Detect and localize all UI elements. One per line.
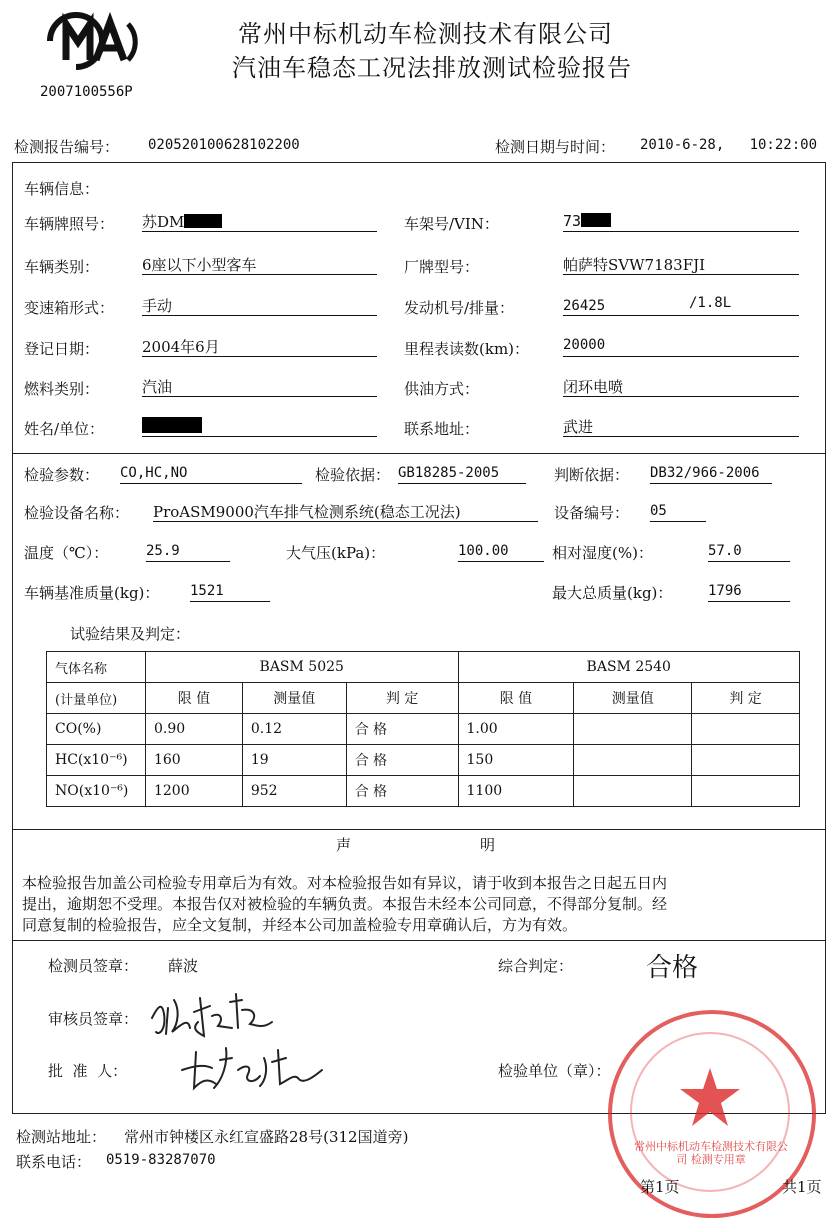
- col-measured: 测量值: [242, 683, 346, 714]
- owner-label: 姓名/单位：: [24, 420, 105, 438]
- basis-label: 检验依据：: [315, 466, 391, 484]
- owner-field: [142, 416, 377, 437]
- company-name: 常州中标机动车检测技术有限公司: [238, 20, 613, 48]
- statement-line-1: 本检验报告加盖公司检验专用章后为有效。对本检验报告如有异议，请于收到本报告之日起五日内: [22, 874, 668, 892]
- phone-number: 0519-83287070: [106, 1152, 216, 1168]
- divider-vehicle: [12, 453, 826, 454]
- datetime-label: 检测日期与时间：: [495, 138, 616, 156]
- statement-line-2: 提出，逾期恕不受理。本报告仅对被检验的车辆负责。本报告未经本公司同意，不得部分复制。经: [22, 895, 668, 913]
- station-address: 常州市钟楼区永红宣盛路28号(312国道旁): [124, 1128, 409, 1146]
- results-title: 试验结果及判定：: [70, 625, 191, 643]
- datetime-value: 2010-6-28, 10:22:00: [640, 137, 818, 153]
- cma-cert-number: 2007100556P: [40, 84, 133, 100]
- odometer-label: 里程表读数(km)：: [404, 340, 530, 358]
- redacted-block: [142, 417, 202, 433]
- registration-value: 2004年6月: [142, 336, 377, 357]
- star-icon: [678, 1066, 742, 1128]
- judge-value: DB32/966-2006: [650, 465, 772, 484]
- verdict-cell: 合 格: [346, 776, 458, 807]
- vin-value: 73: [563, 212, 582, 230]
- plate-field: [142, 211, 377, 232]
- engine-number: 26425: [563, 298, 606, 314]
- statement-title-right: 明: [480, 836, 496, 854]
- brand-label: 厂牌型号：: [404, 258, 480, 276]
- station-address-label: 检测站地址：: [16, 1128, 107, 1146]
- table-header-row: [47, 652, 800, 683]
- statement-title-left: 声: [336, 836, 352, 854]
- vin-field: [563, 211, 799, 232]
- statement-line-3: 同意复制的检验报告，应全文复制，并经本公司加盖检验专用章确认后，方为有效。: [22, 916, 578, 934]
- approver-signature: [176, 1040, 326, 1100]
- registration-label: 登记日期：: [24, 340, 100, 358]
- params-value: CO,HC,NO: [120, 465, 302, 484]
- verdict-cell: [692, 776, 800, 807]
- limit-cell: 150: [458, 745, 574, 776]
- measured-cell: 19: [242, 745, 346, 776]
- plate-value: 苏DM: [142, 213, 185, 231]
- seal-text: 常州中标机动车检测技术有限公司 检测专用章: [634, 1140, 788, 1166]
- brand-value: 帕萨特SVW7183FJI: [563, 254, 799, 275]
- table-row: [47, 745, 800, 776]
- odometer-value: 20000: [563, 337, 799, 357]
- fuel-value: 汽油: [142, 376, 377, 397]
- overall-verdict: 合格: [646, 953, 699, 983]
- engine-field: [563, 295, 799, 316]
- measured-cell: 952: [242, 776, 346, 807]
- col-limit: 限 值: [145, 683, 242, 714]
- group-basm2540: BASM 2540: [458, 652, 799, 683]
- temperature-value: 25.9: [146, 543, 230, 562]
- gas-cell: CO(%): [47, 714, 146, 745]
- engine-label: 发动机号/排量：: [404, 299, 515, 317]
- pressure-label: 大气压(kPa)：: [286, 544, 386, 562]
- mass-value: 1521: [190, 583, 270, 602]
- vehicle-section-label: 车辆信息：: [24, 180, 100, 198]
- gas-header: 气体名称: [47, 652, 146, 683]
- max-mass-label: 最大总质量(kg)：: [552, 584, 673, 602]
- fuel-supply-label: 供油方式：: [404, 380, 480, 398]
- inspector-label: 检测员签章：: [48, 957, 139, 975]
- col-measured: 测量值: [574, 683, 692, 714]
- equipment-no-label: 设备编号：: [554, 504, 630, 522]
- report-title: 汽油车稳态工况法排放测试检验报告: [232, 54, 632, 82]
- address-value: 武进: [563, 416, 799, 437]
- divider-results: [12, 829, 826, 830]
- results-table: [46, 651, 800, 807]
- report-number: 020520100628102200: [148, 137, 300, 153]
- approver-label: 批 准 人：: [48, 1062, 128, 1080]
- unit-stamp-label: 检验单位（章）：: [498, 1062, 611, 1080]
- reviewer-label: 审核员签章：: [48, 1010, 139, 1028]
- page-current: 第1页: [640, 1178, 680, 1196]
- equipment-label: 检验设备名称：: [24, 504, 130, 522]
- gearbox-value: 手动: [142, 295, 377, 316]
- verdict-cell: [692, 714, 800, 745]
- measured-cell: 0.12: [242, 714, 346, 745]
- gearbox-label: 变速箱形式：: [24, 299, 115, 317]
- measured-cell: [574, 714, 692, 745]
- plate-label: 车辆牌照号：: [24, 215, 115, 233]
- pressure-value: 100.00: [458, 543, 544, 562]
- table-row: [47, 714, 800, 745]
- params-label: 检验参数：: [24, 466, 100, 484]
- overall-label: 综合判定：: [498, 957, 574, 975]
- engine-displacement: /1.8L: [689, 295, 732, 311]
- gas-cell: HC(x10⁻⁶): [47, 745, 146, 776]
- col-verdict: 判 定: [346, 683, 458, 714]
- col-limit: 限 值: [458, 683, 574, 714]
- phone-label: 联系电话：: [16, 1153, 92, 1171]
- fuel-label: 燃料类别：: [24, 380, 100, 398]
- inspector-name: 薛波: [168, 957, 199, 975]
- vin-label: 车架号/VIN：: [404, 215, 499, 233]
- equipment-value: ProASM9000汽车排气检测系统(稳态工况法): [153, 501, 538, 522]
- page-total: 共1页: [782, 1178, 822, 1196]
- cma-logo: [44, 10, 144, 72]
- limit-cell: 160: [145, 745, 242, 776]
- temperature-label: 温度（℃）：: [24, 544, 109, 562]
- mass-label: 车辆基准质量(kg)：: [24, 584, 160, 602]
- judge-label: 判断依据：: [554, 466, 630, 484]
- table-subheader-row: [47, 683, 800, 714]
- verdict-cell: 合 格: [346, 745, 458, 776]
- category-value: 6座以下小型客车: [142, 254, 377, 275]
- limit-cell: 1.00: [458, 714, 574, 745]
- basis-value: GB18285-2005: [398, 465, 526, 484]
- measured-cell: [574, 745, 692, 776]
- report-number-label: 检测报告编号：: [14, 138, 120, 156]
- table-row: [47, 776, 800, 807]
- divider-statement: [12, 940, 826, 941]
- measured-cell: [574, 776, 692, 807]
- verdict-cell: [692, 745, 800, 776]
- verdict-cell: 合 格: [346, 714, 458, 745]
- group-basm5025: BASM 5025: [145, 652, 458, 683]
- gas-cell: NO(x10⁻⁶): [47, 776, 146, 807]
- reviewer-signature: [146, 988, 276, 1048]
- unit-header: (计量单位): [47, 683, 146, 714]
- limit-cell: 1200: [145, 776, 242, 807]
- col-verdict: 判 定: [692, 683, 800, 714]
- limit-cell: 0.90: [145, 714, 242, 745]
- redacted-block: [184, 214, 222, 228]
- limit-cell: 1100: [458, 776, 574, 807]
- redacted-block: [581, 213, 611, 227]
- fuel-supply-value: 闭环电喷: [563, 376, 799, 397]
- humidity-label: 相对湿度(%)：: [552, 544, 653, 562]
- category-label: 车辆类别：: [24, 258, 100, 276]
- max-mass-value: 1796: [708, 583, 790, 602]
- humidity-value: 57.0: [708, 543, 790, 562]
- address-label: 联系地址：: [404, 420, 480, 438]
- equipment-no-value: 05: [650, 503, 706, 522]
